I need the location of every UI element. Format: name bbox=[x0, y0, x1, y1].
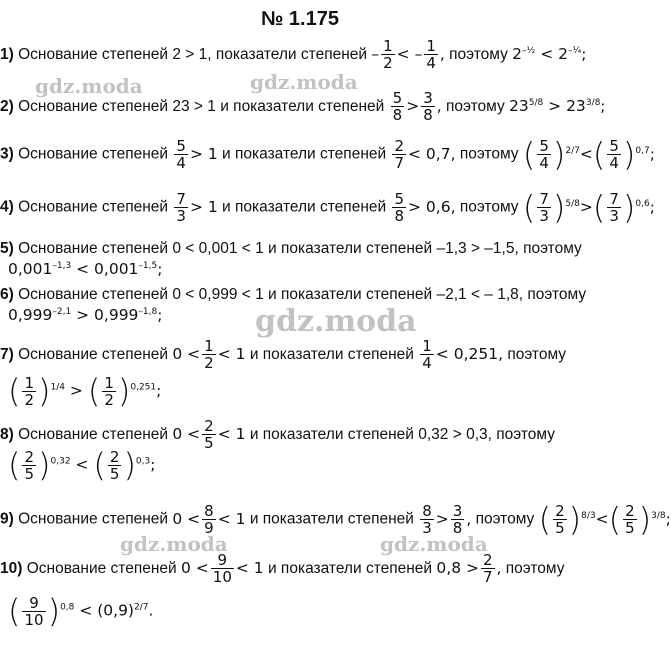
item-number: 1) bbox=[0, 46, 14, 63]
watermark: gdz.moda bbox=[255, 304, 417, 339]
item-8-result: ( $\frac{2}{5}$ )$^{0,32}$ < ( $\frac{2}{5}$ )$^{0,3}$; bbox=[8, 446, 156, 484]
watermark: gdz.moda bbox=[35, 74, 143, 98]
item-5-result: $0,001^{-1,3} < 0,001^{-1,5}$; bbox=[8, 260, 163, 278]
item-10: 10) Основание степеней 0 < $\frac{9}{10}$ < 1 и показатели степеней 0,8 > $\frac{2}{7}$ , поэтому bbox=[0, 551, 565, 586]
item-7: 7) Основание степеней 0 < $\frac{1}{2}$ < 1 и показатели степеней $\frac{1}{4}$ < 0,251, поэтому bbox=[0, 337, 567, 372]
item-3: 3) Основание степеней $\frac{5}{4}$ > 1 и показатели степеней $\frac{2}{7}$ < 0,7, поэтому ( $\frac{5}{4}$ )$^{2/7}$<( $\frac{5}{4}$ )$^{0,7}$; bbox=[0, 135, 655, 173]
item-text: Основание степеней 2 > 1, показатели степеней bbox=[18, 46, 368, 63]
item-9: 9) Основание степеней 0 < $\frac{8}{9}$ < 1 и показатели степеней $\frac{8}{3}$ > $\frac{3}{8}$ , поэтому ( $\frac{2}{5}$ )$^{8/3}$<( $\frac{2}{5}$ )$^{3/8}$; bbox=[0, 500, 671, 538]
item-5: 5) Основание степеней 0 < 0,001 < 1 и показатели степеней –1,3 > –1,5, поэтому bbox=[0, 240, 582, 257]
item-8: 8) Основание степеней 0 < $\frac{2}{5}$ < 1 и показатели степеней 0,32 > 0,3, поэтому bbox=[0, 417, 555, 452]
page-title: № 1.175 bbox=[261, 8, 339, 30]
item-4: 4) Основание степеней $\frac{7}{3}$ > 1 и показатели степеней $\frac{5}{8}$ > 0,6, поэтому ( $\frac{7}{3}$ )$^{5/8}$>( $\frac{7}{3}$ )$^{0,6}$; bbox=[0, 188, 655, 226]
item-6-result: $0,999^{-2,1} > 0,999^{-1,8}$; bbox=[8, 306, 163, 324]
item-6: 6) Основание степеней 0 < 0,999 < 1 и показатели степеней –2,1 < – 1,8, поэтому bbox=[0, 286, 587, 303]
watermark: gdz.moda bbox=[120, 532, 228, 556]
item-7-result: ( $\frac{1}{2}$ )$^{1/4}$ > ( $\frac{1}{2}$ )$^{0,251}$; bbox=[8, 372, 162, 410]
item-1: 1) Основание степеней 2 > 1, показатели степеней – $\frac{1}{2}$ < – $\frac{1}{4}$ , поэтому $2^{-\frac{1}{2}} < 2^{-\frac{1}{4}}$; bbox=[0, 37, 587, 72]
item-2: 2) Основание степеней 23 > 1 и показатели степеней $\frac{5}{8}$ > $\frac{3}{8}$ , поэтому $23^{5/8} > 23^{3/8}$; bbox=[0, 89, 606, 124]
watermark: gdz.moda bbox=[380, 532, 488, 556]
watermark: gdz.moda bbox=[250, 70, 358, 94]
item-10-result: ( $\frac{9}{10}$ )$^{0,8} < (0,9)^{2/7}$. bbox=[8, 592, 154, 630]
